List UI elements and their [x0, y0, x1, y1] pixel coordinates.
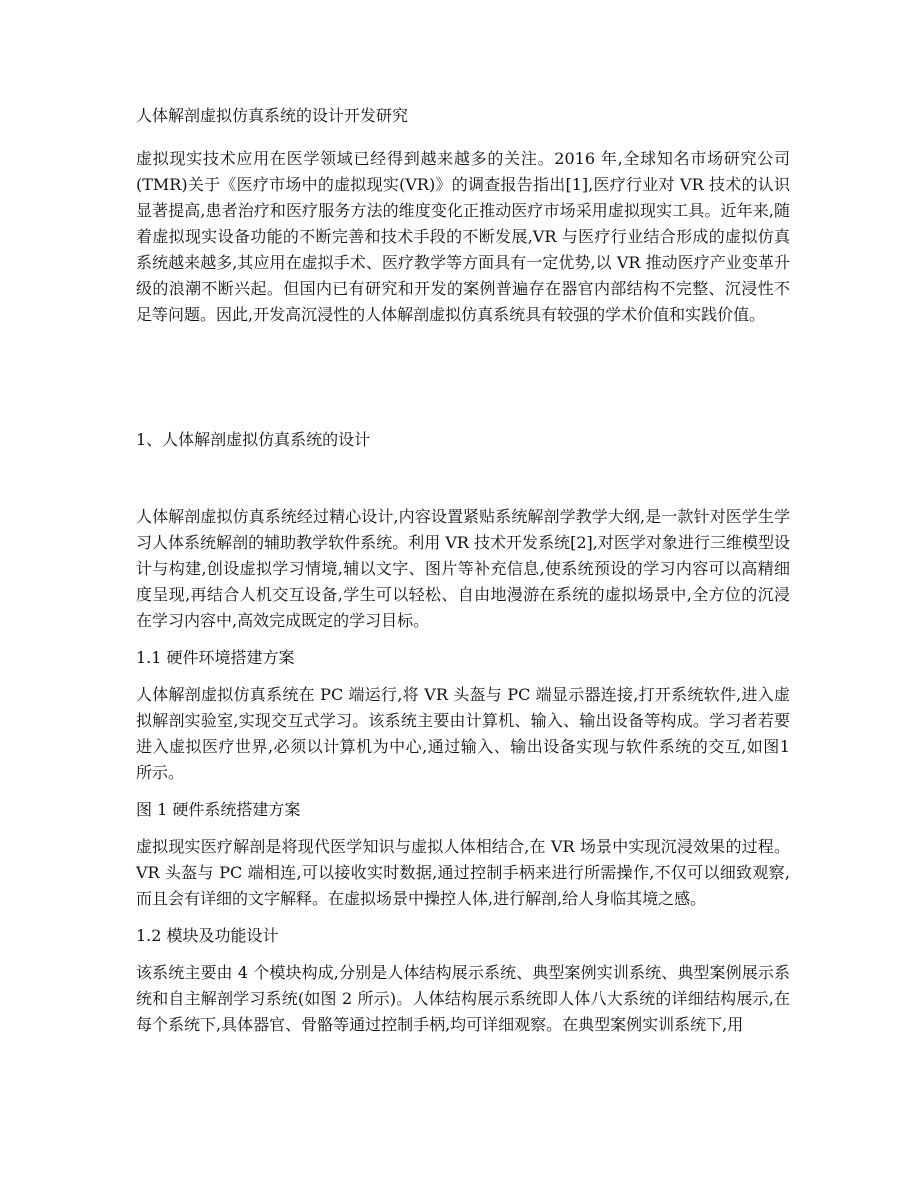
spacer — [136, 340, 790, 428]
document-title: 人体解剖虚拟仿真系统的设计开发研究 — [136, 106, 409, 125]
figure-1-caption: 图 1 硬件系统搭建方案 — [136, 800, 301, 819]
intro-paragraph: 虚拟现实技术应用在医学领域已经得到越来越多的关注。2016 年,全球知名市场研究公司(TMR)关于《医疗市场中的虚拟现实(VR)》的调查报告指出[1],医疗行业对 VR 技术的认识显著提高,患者治疗和医疗服务方法的维度变化正推动医疗市场采用虚拟现实工具。近年来,随着虚拟现实设备功能的不断完善和技术手段的不断发展,VR 与医疗行业结合形成的虚拟仿真系统越来越多,其应用在虚拟手术、医疗教学等方面具有一定优势,以 VR 推动医疗产业变革升级的浪潮不断兴起。但国内已有研究和开发的案例普遍存在器官内部结构不完整、沉浸性不足等问题。因此,开发高沉浸性的人体解剖虚拟仿真系统具有较强的学术价值和实践价值。 — [136, 149, 790, 324]
section-1-2-heading: 1.2 模块及功能设计 — [136, 926, 279, 945]
section-1-2-paragraph: 该系统主要由 4 个模块构成,分别是人体结构展示系统、典型案例实训系统、典型案例展示系统和自主解剖学习系统(如图 2 所示)。人体结构展示系统即人体八大系统的详细结构展示,在每个系统下,具体器官、骨骼等通过控制手柄,均可详细观察。在典型案例实训系统下,用 — [136, 963, 790, 1034]
section-1-paragraph: 人体解剖虚拟仿真系统经过精心设计,内容设置紧贴系统解剖学教学大纲,是一款针对医学生学习人体系统解剖的辅助教学软件系统。利用 VR 技术开发系统[2],对医学对象进行三维模型设计与构建,创设虚拟学习情境,辅以文字、图片等补充信息,使系统预设的学习内容可以高精细度呈现,再结合人机交互设备,学生可以轻松、自由地漫游在系统的虚拟场景中,全方位的沉浸在学习内容中,高效完成既定的学习目标。 — [136, 507, 790, 630]
section-1-heading: 1、人体解剖虚拟仿真系统的设计 — [136, 430, 371, 449]
spacer — [136, 464, 790, 504]
figure-1-paragraph: 虚拟现实医疗解剖是将现代医学知识与虚拟人体相结合,在 VR 场景中实现沉浸效果的过程。VR 头盔与 PC 端相连,可以接收实时数据,通过控制手柄来进行所需操作,不仅可以细致观察,而且会有详细的文字解释。在虚拟场景中操控人体,进行解剖,给人身临其境之感。 — [136, 837, 790, 908]
section-1-1-heading: 1.1 硬件环境搭建方案 — [136, 648, 295, 667]
section-1-1-paragraph: 人体解剖虚拟仿真系统在 PC 端运行,将 VR 头盔与 PC 端显示器连接,打开系统软件,进入虚拟解剖实验室,实现交互式学习。该系统主要由计算机、输入、输出设备等构成。学习者若要进入虚拟医疗世界,必须以计算机为中心,通过输入、输出设备实现与软件系统的交互,如图1 所示。 — [136, 685, 790, 782]
document-content — [136, 104, 790, 1050]
